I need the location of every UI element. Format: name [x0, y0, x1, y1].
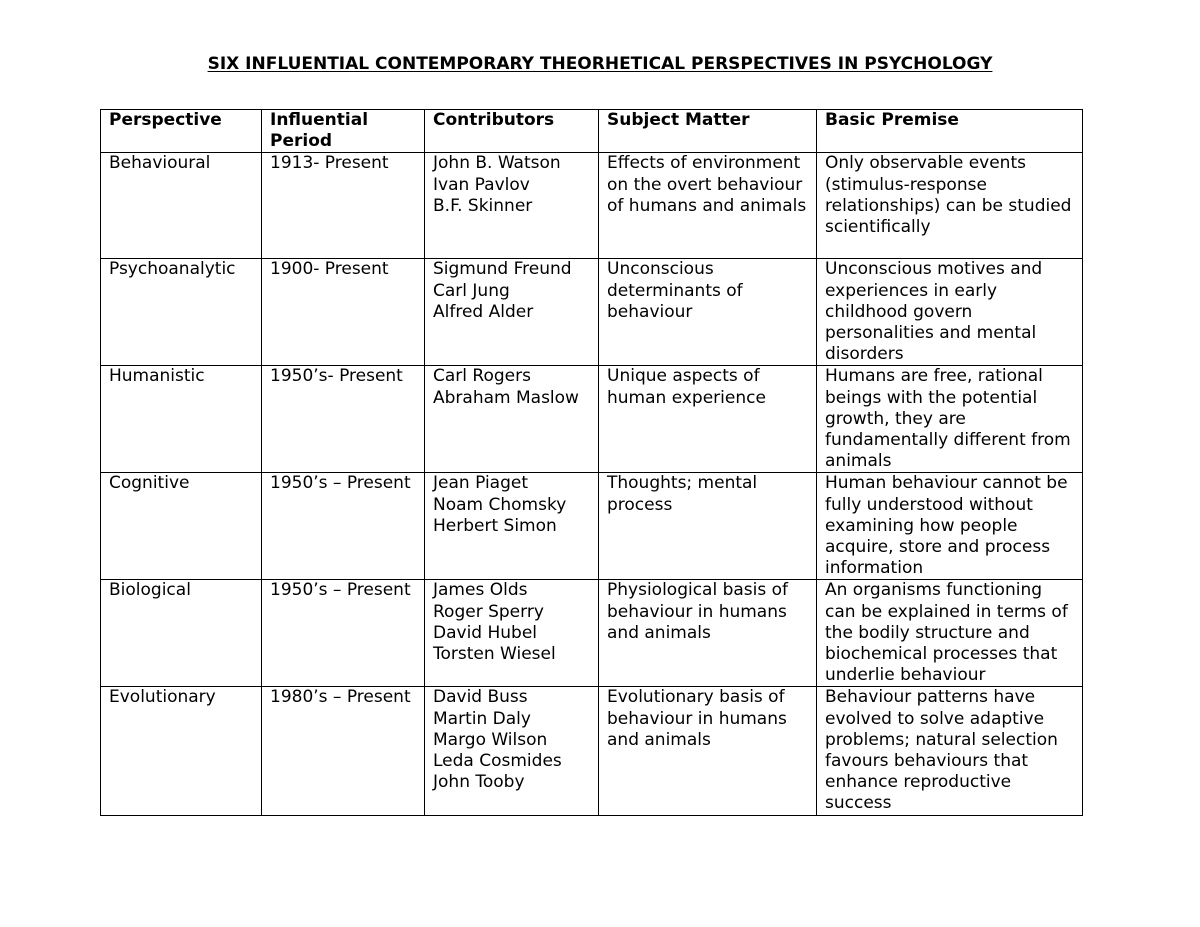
contributor-name: Martin Daly: [433, 708, 531, 729]
cell-influential-period: 1950’s – Present: [262, 580, 425, 687]
cell-contributors: [425, 366, 599, 473]
cell-basic-premise: Only observable events (stimulus-response relationships) can be studied scientifically: [817, 153, 1083, 259]
contributor-name: David Hubel: [433, 622, 538, 643]
cell-perspective: Cognitive: [101, 473, 262, 580]
cell-perspective: Humanistic: [101, 366, 262, 473]
cell-influential-period: 1900- Present: [262, 259, 425, 366]
cell-perspective: Psychoanalytic: [101, 259, 262, 366]
cell-subject-matter: Physiological basis of behaviour in humans and animals: [599, 580, 817, 687]
cell-subject-matter: Thoughts; mental process: [599, 473, 817, 580]
contributor-name: Ivan Pavlov: [433, 174, 530, 195]
contributor-name: Leda Cosmides: [433, 751, 562, 772]
cell-influential-period: 1950’s- Present: [262, 366, 425, 473]
contributor-name: James Olds: [433, 580, 528, 601]
cell-influential-period: 1913- Present: [262, 153, 425, 259]
contributor-name: John B. Watson: [433, 153, 561, 174]
cell-perspective: Behavioural: [101, 153, 262, 259]
table-row: [101, 259, 1083, 366]
contributor-name: B.F. Skinner: [433, 195, 533, 216]
header-perspective: Perspective: [101, 110, 262, 153]
cell-subject-matter: Unique aspects of human experience: [599, 366, 817, 473]
header-subject-matter: Subject Matter: [599, 110, 817, 153]
cell-subject-matter: Evolutionary basis of behaviour in humans and animals: [599, 687, 817, 815]
cell-basic-premise: Human behaviour cannot be fully understood without examining how people acquire, store and process information: [817, 473, 1083, 580]
table-row: [101, 687, 1083, 815]
header-contributors: Contributors: [425, 110, 599, 153]
cell-perspective: Evolutionary: [101, 687, 262, 815]
contributor-name: Carl Jung: [433, 280, 510, 301]
document-title: SIX INFLUENTIAL CONTEMPORARY THEORHETICAL PERSPECTIVES IN PSYCHOLOGY: [207, 54, 993, 74]
perspectives-table: [100, 109, 1083, 816]
table-row: [101, 580, 1083, 687]
cell-influential-period: 1980’s – Present: [262, 687, 425, 815]
cell-contributors: [425, 473, 599, 580]
cell-basic-premise: Humans are free, rational beings with the potential growth, they are fundamentally different from animals: [817, 366, 1083, 473]
cell-basic-premise: Unconscious motives and experiences in early childhood govern personalities and mental disorders: [817, 259, 1083, 366]
table-row: [101, 153, 1083, 259]
cell-contributors: [425, 580, 599, 687]
table-header-row: [101, 110, 1083, 153]
cell-subject-matter: Unconscious determinants of behaviour: [599, 259, 817, 366]
contributor-name: Herbert Simon: [433, 515, 557, 536]
contributor-name: Abraham Maslow: [433, 387, 579, 408]
contributor-name: Noam Chomsky: [433, 494, 567, 515]
table-row: [101, 473, 1083, 580]
contributor-name: Carl Rogers: [433, 366, 531, 387]
cell-contributors: [425, 687, 599, 815]
cell-contributors: [425, 259, 599, 366]
contributor-name: Margo Wilson: [433, 729, 548, 750]
contributor-name: Alfred Alder: [433, 301, 534, 322]
cell-basic-premise: An organisms functioning can be explained in terms of the bodily structure and biochemical processes that underlie behaviour: [817, 580, 1083, 687]
cell-perspective: Biological: [101, 580, 262, 687]
cell-subject-matter: Effects of environment on the overt behaviour of humans and animals: [599, 153, 817, 259]
cell-influential-period: 1950’s – Present: [262, 473, 425, 580]
header-basic-premise: Basic Premise: [817, 110, 1083, 153]
contributor-name: David Buss: [433, 687, 528, 708]
cell-contributors: [425, 153, 599, 259]
contributor-name: Jean Piaget: [433, 473, 529, 494]
cell-basic-premise: Behaviour patterns have evolved to solve adaptive problems; natural selection favours behaviours that enhance reproductive success: [817, 687, 1083, 815]
table-row: [101, 366, 1083, 473]
contributor-name: Sigmund Freund: [433, 259, 572, 280]
contributor-name: John Tooby: [433, 772, 525, 793]
table-body: [101, 153, 1083, 815]
header-influential-period: Influential Period: [262, 110, 425, 153]
contributor-name: Roger Sperry: [433, 601, 544, 622]
contributor-name: Torsten Wiesel: [433, 644, 556, 665]
